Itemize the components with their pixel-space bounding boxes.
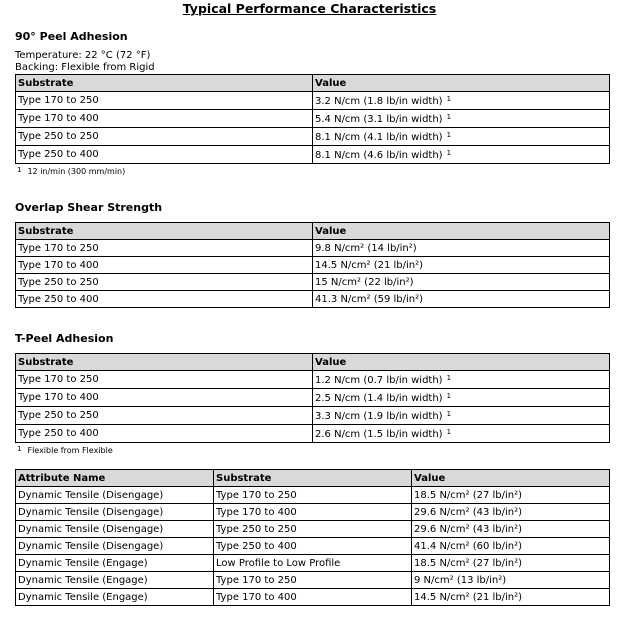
attribute-cell: Dynamic Tensile (Engage) [16,589,214,606]
substrate-cell: Type 250 to 250 [214,521,412,538]
value-cell: 3.2 N/cm (1.8 lb/in width) $^1$ [313,92,610,110]
substrate-cell: Type 250 to 250 [16,128,313,146]
substrate-cell: Type 250 to 400 [16,425,313,443]
substrate-cell: Type 170 to 250 [214,572,412,589]
attributes-section [15,469,609,606]
attribute-cell: Dynamic Tensile (Disengage) [16,504,214,521]
substrate-cell: Type 170 to 250 [16,371,313,389]
value-cell: 14.5 N/cm² (21 lb/in²) [412,589,610,606]
substrate-cell: Low Profile to Low Profile [214,555,412,572]
peel-90-footnote: 1 12 in/min (300 mm/min) [17,166,126,176]
table-header-row [16,223,610,240]
footnote-marker: 1 [446,428,452,436]
table-row [16,538,610,555]
peel-90-table [15,74,610,164]
attribute-cell: Dynamic Tensile (Disengage) [16,487,214,504]
footnote-marker: 1 [446,410,452,418]
shear-section [15,201,609,308]
footnote-marker: 1 [446,392,452,400]
footnote-marker: 1 [446,374,452,382]
substrate-cell: Type 170 to 250 [16,240,313,257]
table-row [16,589,610,606]
shear-table [15,222,610,308]
peel-90-section [15,30,609,178]
table-row [16,389,610,407]
value-cell: 18.5 N/cm² (27 lb/in²) [412,555,610,572]
t-peel-table [15,353,610,443]
substrate-cell: Type 250 to 400 [214,538,412,555]
table-row [16,425,610,443]
table-row [16,572,610,589]
footnote-marker: 1 [446,149,452,157]
column-header-value: Value [313,75,610,92]
table-header-row [16,354,610,371]
table-row [16,110,610,128]
table-header-row [16,470,610,487]
table-row [16,274,610,291]
substrate-cell: Type 250 to 250 [16,407,313,425]
column-header-substrate: Substrate [214,470,412,487]
footnote-marker: 1 [446,113,452,121]
page-title: Typical Performance Characteristics [182,1,437,16]
value-cell: 3.3 N/cm (1.9 lb/in width) $^1$ [313,407,610,425]
table-row [16,555,610,572]
value-cell: 5.4 N/cm (3.1 lb/in width) $^1$ [313,110,610,128]
table-row [16,128,610,146]
value-cell: 29.6 N/cm² (43 lb/in²) [412,504,610,521]
footnote-marker: 1 [17,166,22,174]
t-peel-section [15,332,609,457]
substrate-cell: Type 170 to 400 [16,389,313,407]
attribute-cell: Dynamic Tensile (Engage) [16,555,214,572]
shear-heading: Overlap Shear Strength [15,201,163,214]
t-peel-heading: T-Peel Adhesion [15,332,114,345]
column-header-value: Value [313,223,610,240]
footnote-marker: 1 [17,445,22,453]
table-row [16,291,610,308]
value-cell: 18.5 N/cm² (27 lb/in²) [412,487,610,504]
value-cell: 1.2 N/cm (0.7 lb/in width) $^1$ [313,371,610,389]
attribute-cell: Dynamic Tensile (Disengage) [16,538,214,555]
substrate-cell: Type 170 to 250 [16,92,313,110]
substrate-cell: Type 250 to 400 [16,146,313,164]
column-header-substrate: Substrate [16,223,313,240]
footnote-marker: 1 [446,95,452,103]
table-header-row [16,75,610,92]
table-row [16,92,610,110]
value-cell: 2.6 N/cm (1.5 lb/in width) $^1$ [313,425,610,443]
peel-90-heading: 90° Peel Adhesion [15,30,128,43]
column-header-substrate: Substrate [16,75,313,92]
column-header-attribute: Attribute Name [16,470,214,487]
substrate-cell: Type 170 to 250 [214,487,412,504]
peel-90-backing: Backing: Flexible from Rigid [15,62,155,73]
value-cell: 8.1 N/cm (4.6 lb/in width) $^1$ [313,146,610,164]
table-row [16,487,610,504]
substrate-cell: Type 250 to 400 [16,291,313,308]
attribute-cell: Dynamic Tensile (Engage) [16,572,214,589]
substrate-cell: Type 170 to 400 [214,589,412,606]
attributes-table [15,469,610,606]
table-row [16,146,610,164]
peel-90-temperature: Temperature: 22 °C (72 °F) [15,50,151,61]
substrate-cell: Type 170 to 400 [16,257,313,274]
value-cell: 14.5 N/cm² (21 lb/in²) [313,257,610,274]
t-peel-footnote: 1 Flexible from Flexible [17,445,113,455]
value-cell: 29.6 N/cm² (43 lb/in²) [412,521,610,538]
substrate-cell: Type 170 to 400 [16,110,313,128]
value-cell: 41.4 N/cm² (60 lb/in²) [412,538,610,555]
table-row [16,504,610,521]
column-header-substrate: Substrate [16,354,313,371]
table-row [16,521,610,538]
attribute-cell: Dynamic Tensile (Disengage) [16,521,214,538]
substrate-cell: Type 250 to 250 [16,274,313,291]
table-row [16,371,610,389]
column-header-value: Value [313,354,610,371]
value-cell: 15 N/cm² (22 lb/in²) [313,274,610,291]
table-row [16,257,610,274]
table-row [16,407,610,425]
table-row [16,240,610,257]
value-cell: 9 N/cm² (13 lb/in²) [412,572,610,589]
column-header-value: Value [412,470,610,487]
value-cell: 41.3 N/cm² (59 lb/in²) [313,291,610,308]
footnote-marker: 1 [446,131,452,139]
value-cell: 2.5 N/cm (1.4 lb/in width) $^1$ [313,389,610,407]
value-cell: 8.1 N/cm (4.1 lb/in width) $^1$ [313,128,610,146]
value-cell: 9.8 N/cm² (14 lb/in²) [313,240,610,257]
substrate-cell: Type 170 to 400 [214,504,412,521]
